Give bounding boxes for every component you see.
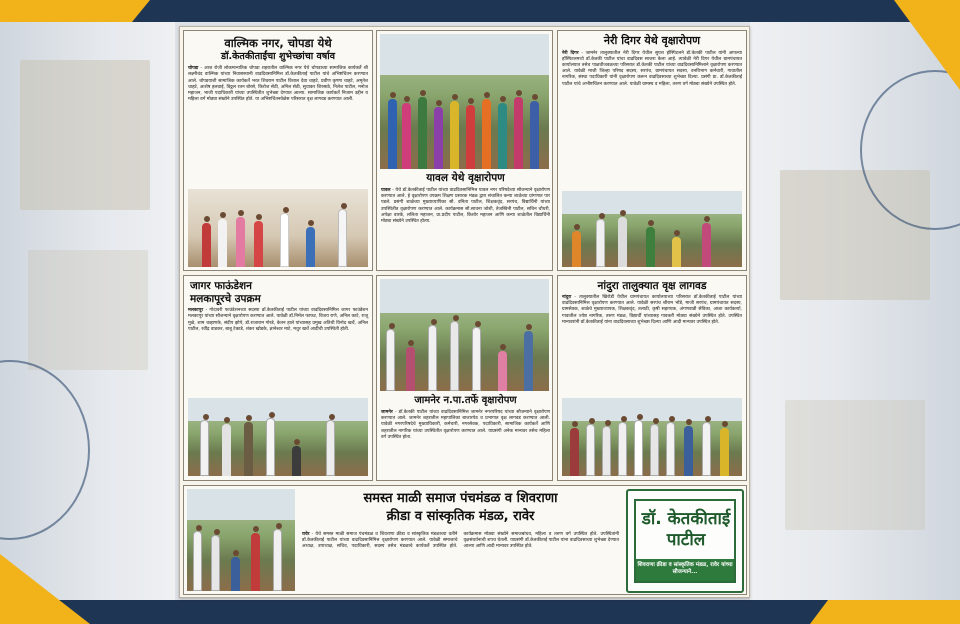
person-figure: [666, 422, 675, 476]
person-figure: [514, 97, 523, 169]
article-dateline: जामनेर: [381, 410, 393, 415]
article-photo: [187, 489, 295, 591]
person-figure: [193, 531, 202, 591]
article-dateline: मलकापूर: [188, 308, 204, 314]
article-body: [558, 51, 746, 88]
person-figure: [602, 426, 611, 476]
board-name-line1: डॉ. केतकीताई: [641, 509, 731, 529]
person-figure: [684, 426, 693, 476]
article-dateline: नेरी दिगर: [562, 50, 579, 56]
article-valmik-nagar: [183, 30, 373, 271]
article-photo: [562, 191, 742, 267]
gold-corner-bottom-right: [810, 600, 960, 624]
person-figure: [388, 99, 397, 169]
article-yaval: [376, 30, 553, 271]
person-figure: [572, 231, 581, 267]
blurred-photo: [20, 60, 150, 210]
blurred-photo: [785, 400, 925, 530]
person-figure: [306, 227, 315, 267]
person-figure: [570, 428, 579, 476]
article-body: [298, 532, 623, 551]
person-figure: [482, 99, 491, 169]
person-figure: [498, 103, 507, 169]
article-text: - जामनेर तालुक्यातील नेरी दिगर येथील सुयश हॉस्पिटलने डॉ.केतकी पाटील यांनी आपल्या हॉस्पिटलमध्ये डॉ.केतकी पाटील यांचा वाढदिवस साजरा केला आहे. त्यावेळी नेरी दिगर येथील ग्रामपंचायत कार्यालयात तसेच पाळधीजवळच्या परिसरात डॉ.केतकी पाटील यांच्या वाढदिवसानिमित्ताने वृक्षारोपण करण्यात आले. यावेळी माजी जिल्हा परिषद सदस्य, सरपंच, ग्रामपंचायत सदस्य, वनविभाग कर्मचारी, गावातील नागरिक, संस्था पदाधिकारी यांनी वृक्षारोपण करून वाढदिवसाच्या शुभेच्छा दिल्या. प्रसंगी प्रा. डॉ.केतकीताई पाटील यांचे अभीष्टचिंतन करण्यात आले. यावेळी ग्रामस्थ व महिला, तरुण वर्ग मोठ्या संख्येने उपस्थित होते.: [562, 50, 742, 87]
person-figure: [406, 347, 415, 391]
article-headline: जागर फाऊंडेशन: [190, 280, 253, 292]
article-headline: समस्त माळी समाज पंचमंडळ व शिवराणा: [363, 491, 558, 506]
name-board: [626, 489, 744, 593]
person-figure: [218, 219, 227, 267]
article-text: - डॉ.केतकी पाटील यांच्या वाढदिवसानिमित्त जामनेर नगरपरिषद यांच्या सौजन्याने वृक्षारोपण करण्यात आले. जामनेर शहरातील महापालिका बाजारपेठ व प्रभागात वृक्ष लागवड करण्यात आली. यावेळी नगरपरिषदेचे मुख्याधिकारी, कर्मचारी, नगरसेवक, पदाधिकारी, सामाजिक कार्यकर्ते आणि शहरातील नागरिक यांच्या उपस्थितीत वृक्षारोपण करण्यात आले. याप्रसंगी अनेक मान्यवर तसेच महिला वर्ग उपस्थित होता.: [381, 410, 550, 440]
person-figure: [211, 535, 220, 591]
top-gold-accent: [0, 0, 150, 22]
person-figure: [428, 325, 437, 391]
article-photo: [380, 34, 549, 169]
person-figure: [596, 219, 605, 267]
person-figure: [720, 428, 729, 476]
person-figure: [702, 422, 711, 476]
article-text: - गोदावरी फाउंडेशनच्या सदस्या डॉ.केतकीताई पाटील यांच्या वाढदिवसानिमित्त जागर फाउंडेशन मलकापूर यांच्या सौजन्याने वृक्षारोपण करण्यात आले. यावेळी डॉ.निर्मल फाफट, विजय राणे, अनिल काटे, राजू मुळे, शाम चव्हाणके, संदीप झोपे, डॉ.राजाराम गोरडे, केतन हाले यांच्यासह प्रमुख अतिथी विनोद खर्चे, अनिल पाटील, रवींद्र वाडकर, बाबू टेकाडे, शंकर खोडके, ज्ञानेश्वर माटे, मधुर खर्चे आदींची उपस्थिती होती.: [188, 308, 368, 332]
article-body: [184, 308, 372, 333]
article-text: - येथे समस्त माळी समाज पंचमंडळ व शिवराणा क्रीडा व सांस्कृतिक मंडळाच्या वतीने डॉ.केतकीताई पाटील यांच्या वाढदिवसानिमित्त वृक्षारोपण करण्यात आले. यावेळी समाजाचे अध्यक्ष, उपाध्यक्ष, सचिव, पदाधिकारी, सदस्य तसेच मंडळाचे कार्यकर्ते उपस्थित होते. कार्यक्रमास मोठ्या संख्येने समाजबांधव, महिला व तरुण वर्ग उपस्थित होते. उपस्थितांनी वृक्षसंवर्धनाची शपथ घेतली. याप्रसंगी डॉ.केतकीताई पाटील यांना वाढदिवसाच्या शुभेच्छा देण्यात आल्या आणि आदी मान्यवर उपस्थित होते.: [302, 532, 619, 550]
person-figure: [273, 529, 282, 591]
person-figure: [266, 418, 275, 476]
board-name: [636, 509, 736, 551]
person-figure: [280, 213, 289, 267]
article-jamner: [376, 275, 553, 481]
article-photo: [188, 398, 368, 476]
person-figure: [634, 420, 643, 476]
board-name-line2: पाटील: [666, 530, 706, 550]
person-figure: [338, 209, 347, 267]
person-figure: [524, 331, 533, 391]
person-figure: [530, 101, 539, 169]
person-figure: [702, 223, 711, 267]
person-figure: [222, 424, 231, 476]
person-figure: [254, 221, 263, 267]
person-figure: [472, 327, 481, 391]
article-text: - येथे डॉ.केतकीताई पाटील यांच्या वाढदिवसानिमित्त यावल नगर परिषदेच्या सौजन्याने वृक्षारोपण करण्यात आले. हे वृक्षारोपण उपक्रम शिक्षण प्रसारक मंडळ द्वारा संचालित कन्या शाळेच्या प्रांगणात पार पडले. प्रसंगी शाळेच्या मुख्याध्यापिका सौ. वनिता पाटील, शिक्षकवृंद, सरपंच, विद्यार्थिनी यांच्या उपस्थितीत वृक्षारोपण करण्यात आले. कार्यक्रमास सौ.साधना जोशी, तेजस्विनी पाटील, सचिन चौधरी, अपेक्षा वारके, ललिता महाजन, प्रा.प्रदीप पाटील, किशोर महाजन आणि कन्या शाळेतील विद्यार्थिनी मोठ्या संख्येने उपस्थित होत्या.: [381, 188, 550, 225]
article-body: [377, 188, 553, 225]
article-text: - आज रोजी लोकमान्यतिक चोपडा शहरातील वाल्मिक नगर येथे चोपडाच्या सामाजिक कार्यकर्ते श्री लक्ष्मीचंद वाल्मिक यांच्या निवासस्थानी वाढदिवसानिमित्त डॉ.केतकीताई पाटील यांचे अभिष्टचिंतन करण्यात आले. चोपडयाशी सामाजिक कार्यकर्ते भरत शिवराम पाटील विशाल देवा चाहटे, प्रवीण कृष्णा चाहटे, अमृतेश चाहटे, आशेष हलवाई, विठ्ठल रतन बोरसे, किरोज सेठी, अनिल सेठी, सुधाकर शिरसाठे, निलेश पाटील, मनोज महाजन, भाजी पदाधिकारी यांच्या उपस्थितीत शुभेच्छा देण्यात आल्या. सामाजिक कार्यकर्ते निजाम उद्दीन व महिला वर्ग मोठ्या संख्येने उपस्थित होते. या अभिष्टचिंतनवेळेस परिसरात वृक्ष लागवड करण्यात आली.: [188, 66, 368, 103]
blurred-photo: [28, 250, 148, 370]
person-figure: [418, 97, 427, 169]
newspaper-page: [179, 26, 750, 598]
article-subheadline: डॉ.केतकीताईंचा शुभेच्छांचा वर्षाव: [220, 51, 336, 63]
person-figure: [434, 107, 443, 169]
person-figure: [251, 533, 260, 591]
article-jagar-foundation: [183, 275, 373, 481]
person-figure: [618, 422, 627, 476]
person-figure: [231, 557, 240, 591]
person-figure: [326, 420, 335, 476]
person-figure: [618, 217, 627, 267]
article-dateline: यावल: [381, 188, 391, 193]
person-figure: [498, 351, 507, 391]
person-figure: [586, 424, 595, 476]
article-photo: [188, 189, 368, 267]
person-figure: [672, 237, 681, 267]
article-dateline: चोपडा: [188, 66, 199, 72]
person-figure: [650, 424, 659, 476]
article-dateline: रावेर: [302, 532, 310, 537]
person-figure: [402, 103, 411, 169]
article-text: - तालुक्यातील खिरोडी येथील ग्रामपंचायत कार्यालयाच्या परिसरात डॉ.केतकीताई पाटील यांच्या वाढदिवसानिमित्त वृक्षारोपण करण्यात आले. यावेळी सरपंच श्रीराम भोंडे, माजी सरपंच, ग्रामपंचायत सदस्य, ग्रामसेवक, शाळेचे मुख्याध्यापक, शिक्षकवृंद, तलाठी, कृषी सहाय्यक, अंगणवाडी सेविका, आशा कार्यकर्त्या, गावातील ज्येष्ठ नागरिक, तरुण मंडळ, विद्यार्थी यांच्यासह गावकरी मोठ्या संख्येने उपस्थित होते. उपस्थित मान्यवरांनी डॉ.केतकीताई यांना वाढदिवसाच्या शुभेच्छा दिल्या आणि आदी मान्यवर उपस्थित होते.: [562, 295, 742, 325]
person-figure: [292, 446, 301, 476]
article-headline: वाल्मिक नगर, चोपडा येथे: [224, 36, 332, 50]
person-figure: [244, 422, 253, 476]
article-photo: [380, 279, 549, 391]
article-subheadline: क्रीडा व सांस्कृतिक मंडळ, रावेर: [386, 509, 535, 524]
article-neri-digar: [557, 30, 747, 271]
article-dateline: नांदुरा: [562, 295, 572, 301]
person-figure: [236, 217, 245, 267]
person-figure: [386, 329, 395, 391]
article-headline: जामनेर न.पा.तर्फे वृक्षारोपण: [414, 395, 517, 406]
article-headline: यावल येथे वृक्षारोपण: [426, 172, 505, 184]
article-headline: नेरी दिगर येथे वृक्षारोपण: [603, 34, 701, 47]
person-figure: [450, 321, 459, 391]
board-strip: शिवराणा क्रीडा व सांस्कृतिक मंडळ, रावेर यांच्या सौजन्याने...: [636, 559, 734, 581]
person-figure: [450, 101, 459, 169]
article-photo: [562, 398, 742, 476]
article-body: [377, 410, 553, 441]
person-figure: [202, 223, 211, 267]
article-body: [558, 295, 746, 326]
person-figure: [466, 105, 475, 169]
article-headline: नांदुरा तालुक्यात वृक्ष लागवड: [597, 280, 707, 292]
article-subheadline: मलकापूरचे उपक्रम: [190, 293, 261, 306]
article-body: [184, 66, 372, 103]
person-figure: [646, 227, 655, 267]
person-figure: [200, 420, 209, 476]
article-nandura: [557, 275, 747, 481]
